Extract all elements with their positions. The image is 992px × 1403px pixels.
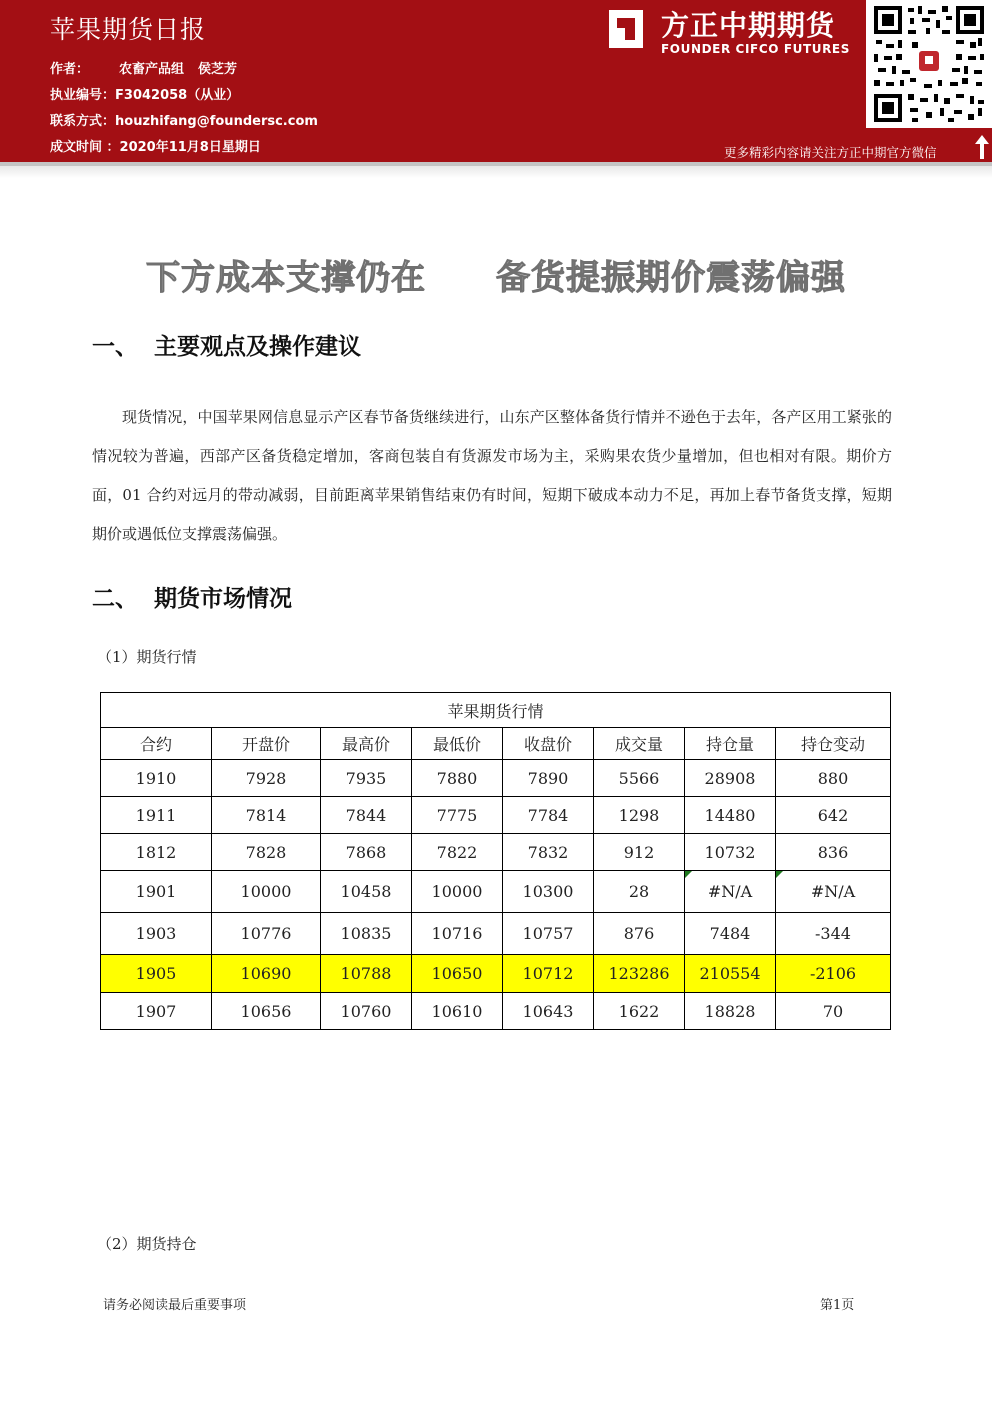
author-line: [50, 58, 237, 77]
table-cell: 1911: [101, 797, 212, 834]
header-cell: 合约: [101, 728, 212, 760]
section-heading-market: [92, 580, 292, 613]
contact-line: [50, 110, 318, 129]
logo-mark-icon: [603, 6, 649, 52]
table-cell: 10757: [503, 913, 594, 955]
table-cell: 5566: [594, 760, 685, 797]
table-cell: 1907: [101, 993, 212, 1030]
table-cell: 876: [594, 913, 685, 955]
title-right: 备货提振期价震荡偏强: [496, 258, 846, 298]
table-cell: 7880: [412, 760, 503, 797]
table-cell: 880: [776, 760, 891, 797]
table-cell: 10610: [412, 993, 503, 1030]
report-name: 苹果期货日报: [50, 15, 207, 44]
table-cell: -344: [776, 913, 891, 955]
table-row: [101, 834, 891, 871]
qr-code[interactable]: [866, 0, 992, 128]
table-cell-na: [776, 871, 891, 913]
table-cell: 10656: [212, 993, 321, 1030]
table-cell: 1905: [101, 955, 212, 993]
table-cell: 7868: [321, 834, 412, 871]
table-cell: 10776: [212, 913, 321, 955]
table-row-highlighted: [101, 955, 891, 993]
table-row: [101, 797, 891, 834]
header-cell: 最低价: [412, 728, 503, 760]
table-cell: 7784: [503, 797, 594, 834]
table-cell: 10643: [503, 993, 594, 1030]
subheading-quotes: （1）期货行情: [97, 648, 197, 666]
table-cell: 10690: [212, 955, 321, 993]
table-cell: 10650: [412, 955, 503, 993]
header-cell: 持仓变动: [776, 728, 891, 760]
table-cell: 7832: [503, 834, 594, 871]
table-cell: 7844: [321, 797, 412, 834]
company-logo: [603, 6, 863, 60]
table-cell: 836: [776, 834, 891, 871]
table-cell: 10732: [685, 834, 776, 871]
error-indicator-icon: [685, 871, 692, 878]
header-cell: 收盘价: [503, 728, 594, 760]
up-arrow-icon: [974, 134, 990, 160]
section2-number: 二、: [92, 586, 138, 612]
table-cell: 10712: [503, 955, 594, 993]
date-value: 2020年11月8日星期日: [119, 140, 261, 155]
follow-wechat-text: 更多精彩内容请关注方正中期官方微信: [724, 145, 937, 160]
logo-english-name: FOUNDER CIFCO FUTURES: [661, 42, 850, 56]
table-cell: 7822: [412, 834, 503, 871]
table-cell: 28908: [685, 760, 776, 797]
logo-chinese-name: 方正中期期货: [661, 9, 836, 42]
table-cell: 7814: [212, 797, 321, 834]
contact-email[interactable]: houzhifang@foundersc.com: [115, 114, 318, 129]
table-cell: 7828: [212, 834, 321, 871]
table-cell: 70: [776, 993, 891, 1030]
qr-code-icon: [872, 4, 986, 124]
table-cell: 10000: [212, 871, 321, 913]
table-cell: 7935: [321, 760, 412, 797]
summary-paragraph: 现货情况，中国苹果网信息显示产区春节备货继续进行，山东产区整体备货行情并不逊色于去年，各产区用工紧张的情况较为普遍，西部产区备货稳定增加，客商包装自有货源发市场为主，采购果农货少量增加，但也相对有限。期价方面，01 合约对远月的带动减弱，目前距离苹果销售结束仍有时间，短期下破成本动力不足，再加上春节备货支撑，短期期价或遇低位支撑震荡偏强。: [92, 408, 892, 543]
table-cell: 10788: [321, 955, 412, 993]
table-cell: 210554: [685, 955, 776, 993]
author-name: 侯芝芳: [198, 62, 238, 77]
table-cell: 123286: [594, 955, 685, 993]
futures-quotes-table: [100, 692, 891, 1030]
section-heading-views: [92, 328, 361, 361]
cell-text: #N/A: [707, 882, 753, 901]
table-cell: 912: [594, 834, 685, 871]
table-cell: 28: [594, 871, 685, 913]
header-shadow: [0, 166, 992, 178]
table-cell: 7484: [685, 913, 776, 955]
table-cell: 10458: [321, 871, 412, 913]
contact-label: 联系方式：: [50, 114, 116, 129]
table-row: [101, 760, 891, 797]
header-cell: 开盘价: [212, 728, 321, 760]
table-row: [101, 993, 891, 1030]
table-cell: 7775: [412, 797, 503, 834]
table-cell: 1622: [594, 993, 685, 1030]
header-cell: 持仓量: [685, 728, 776, 760]
table-cell: 642: [776, 797, 891, 834]
report-title: [0, 250, 992, 299]
page-number: 第1页: [820, 1298, 855, 1313]
author-label: 作者：: [50, 62, 90, 77]
header-banner: [0, 0, 992, 162]
table-cell: 10300: [503, 871, 594, 913]
table-row: [101, 871, 891, 913]
section1-number: 一、: [92, 334, 138, 360]
table-cell: 10716: [412, 913, 503, 955]
section2-title: 期货市场情况: [154, 586, 292, 612]
table-cell: 18828: [685, 993, 776, 1030]
table-cell: 1910: [101, 760, 212, 797]
table-cell: 10835: [321, 913, 412, 955]
table-cell: 7890: [503, 760, 594, 797]
license-value: F3042058（从业）: [115, 88, 240, 103]
date-label: 成文时间 ：: [50, 140, 120, 155]
table-cell: 1901: [101, 871, 212, 913]
error-indicator-icon: [776, 871, 783, 878]
table-row: [101, 913, 891, 955]
table-cell: 1298: [594, 797, 685, 834]
footer-notice: 请务必阅读最后重要事项: [103, 1298, 247, 1313]
section1-title: 主要观点及操作建议: [154, 334, 361, 360]
table-caption: 苹果期货行情: [101, 693, 891, 728]
title-left: 下方成本支撑仍在: [146, 258, 426, 298]
author-group: 农畜产品组: [119, 62, 185, 77]
table-cell: 10760: [321, 993, 412, 1030]
table-cell: 1812: [101, 834, 212, 871]
license-line: [50, 84, 239, 103]
table-cell: -2106: [776, 955, 891, 993]
table-cell: 14480: [685, 797, 776, 834]
header-cell: 成交量: [594, 728, 685, 760]
header-cell: 最高价: [321, 728, 412, 760]
cell-text: #N/A: [810, 882, 856, 901]
date-line: [50, 136, 261, 155]
table-cell: 10000: [412, 871, 503, 913]
table-cell: 7928: [212, 760, 321, 797]
subheading-positions: （2）期货持仓: [97, 1235, 197, 1253]
license-label: 执业编号：: [50, 88, 116, 103]
table-cell-na: [685, 871, 776, 913]
table-cell: 1903: [101, 913, 212, 955]
